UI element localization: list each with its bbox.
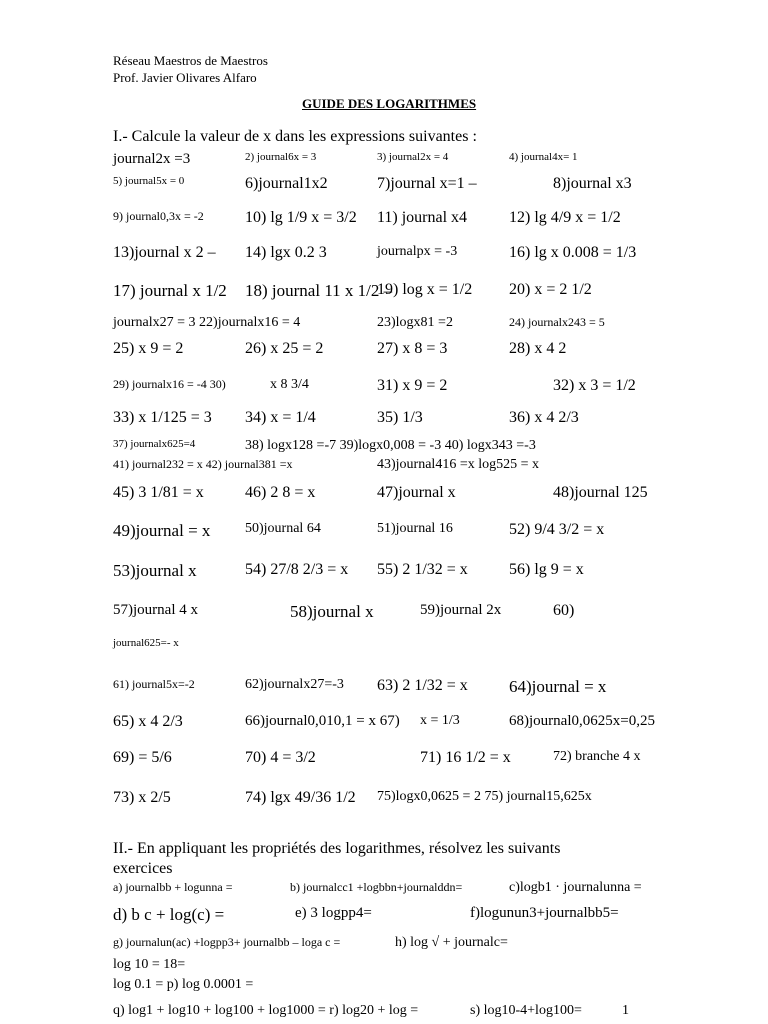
exercise-item: 41) journal232 = x 42) journal381 =x: [113, 457, 293, 471]
page-title: GUIDE DES LOGARITHMES: [302, 96, 477, 111]
exercise-item: 34) x = 1/4: [245, 409, 316, 426]
exercise-item: 18) journal 11 x 1/2 –: [245, 281, 393, 300]
exercise-item: 61) journal5x=-2: [113, 677, 195, 691]
exercise-item: 25) x 9 = 2: [113, 340, 184, 357]
exercise-item: 59)journal 2x: [420, 602, 502, 618]
exercise-item: 32) x 3 = 1/2: [553, 377, 636, 394]
exercise-item: 58)journal x: [290, 602, 374, 621]
exercise-item: x = 1/3: [420, 713, 460, 728]
exercise-item: 33) x 1/125 = 3: [113, 409, 212, 426]
exercise-item: journalx27 = 3 22)journalx16 = 4: [113, 315, 301, 330]
exercise-item: 47)journal x: [377, 484, 456, 501]
exercise-item: 75)logx0,0625 = 2 75) journal15,625x: [377, 789, 592, 804]
exercise-item: g) journalun(ac) +logpp3+ journalbb – loga c =: [113, 935, 341, 949]
exercise-item: 7)journal x=1 –: [377, 175, 477, 192]
exercise-item: q) log1 + log10 + log100 + log1000 = r) log20 + log =: [113, 1003, 419, 1018]
exercise-item: 57)journal 4 x: [113, 602, 198, 618]
exercise-item: s) log10-4+log100=: [470, 1003, 582, 1018]
exercise-item: 60): [553, 602, 575, 619]
exercise-item: 17) journal x 1/2: [113, 281, 227, 300]
exercise-item: 49)journal = x: [113, 521, 211, 540]
exercise-item: 68)journal0,0625x=0,25: [509, 713, 655, 729]
exercise-item: 71) 16 1/2 = x: [420, 749, 511, 766]
exercise-item: 64)journal = x: [509, 677, 607, 696]
exercise-item: 29) journalx16 = -4 30): [113, 377, 226, 391]
exercise-item: 37) journalx625=4: [113, 438, 196, 450]
exercise-item: 9) journal0,3x = -2: [113, 209, 204, 223]
network-name: Réseau Maestros de Maestros: [113, 53, 268, 68]
exercise-item: 48)journal 125: [553, 484, 648, 501]
exercise-item: 20) x = 2 1/2: [509, 281, 592, 298]
exercise-item: 73) x 2/5: [113, 789, 171, 806]
exercise-item: 5) journal5x = 0: [113, 175, 185, 187]
exercise-item: b) journalcc1 +logbbn+journalddn=: [290, 880, 463, 894]
section-1-heading: I.- Calcule la valeur de x dans les expressions suivantes :: [113, 128, 477, 145]
exercise-item: 43)journal416 =x log525 = x: [377, 457, 539, 472]
exercise-item: 1: [622, 1003, 629, 1018]
exercise-item: 54) 27/8 2/3 = x: [245, 561, 349, 578]
exercise-item: 19) log x = 1/2: [377, 281, 473, 298]
exercise-item: e) 3 logpp4=: [295, 905, 372, 921]
exercise-item: 74) lgx 49/36 1/2: [245, 789, 356, 806]
exercise-item: journal625=- x: [113, 637, 179, 649]
exercise-item: 10) lg 1/9 x = 3/2: [245, 209, 357, 226]
exercise-item: 50)journal 64: [245, 521, 321, 536]
exercise-item: 2) journal6x = 3: [245, 151, 317, 163]
exercise-item: journal2x =3: [113, 151, 191, 167]
exercise-item: 3) journal2x = 4: [377, 151, 449, 163]
section-2-heading-cont: exercices: [113, 860, 173, 877]
exercise-item: 6)journal1x2: [245, 175, 328, 192]
exercise-item: 26) x 25 = 2: [245, 340, 324, 357]
exercise-item: 55) 2 1/32 = x: [377, 561, 468, 578]
exercise-item: 66)journal0,010,1 = x 67): [245, 713, 400, 729]
exercise-item: 27) x 8 = 3: [377, 340, 448, 357]
exercise-item: 12) lg 4/9 x = 1/2: [509, 209, 621, 226]
exercise-item: d) b c + log(c) =: [113, 905, 225, 924]
exercise-item: 70) 4 = 3/2: [245, 749, 316, 766]
exercise-item: 31) x 9 = 2: [377, 377, 448, 394]
exercise-item: 62)journalx27=-3: [245, 677, 344, 692]
exercise-item: 14) lgx 0.2 3: [245, 244, 327, 261]
exercise-item: 65) x 4 2/3: [113, 713, 183, 730]
exercise-item: f)logunun3+journalbb5=: [470, 905, 619, 921]
exercise-item: 38) logx128 =-7 39)logx0,008 = -3 40) logx343 =-3: [245, 438, 536, 453]
exercise-item: 28) x 4 2: [509, 340, 567, 357]
exercise-item: 52) 9/4 3/2 = x: [509, 521, 605, 538]
exercise-item: 13)journal x 2 –: [113, 244, 216, 261]
exercise-item: h) log √ + journalc=: [395, 935, 508, 950]
exercise-item: 72) branche 4 x: [553, 749, 641, 764]
exercise-item: c)logb1 · journalunna =: [509, 880, 642, 895]
exercise-item: 36) x 4 2/3: [509, 409, 579, 426]
section-2-heading: II.- En appliquant les propriétés des logarithmes, résolvez les suivants: [113, 840, 561, 857]
exercise-item: 51)journal 16: [377, 521, 453, 536]
exercise-item: 16) lg x 0.008 = 1/3: [509, 244, 637, 261]
exercise-item: 45) 3 1/81 = x: [113, 484, 204, 501]
exercise-item: x 8 3/4: [270, 377, 309, 392]
exercise-item: 63) 2 1/32 = x: [377, 677, 468, 694]
exercise-item: 11) journal x4: [377, 209, 468, 226]
teacher-name: Prof. Javier Olivares Alfaro: [113, 70, 257, 85]
exercise-item: 46) 2 8 = x: [245, 484, 316, 501]
exercise-item: 69) = 5/6: [113, 749, 172, 766]
exercise-item: 24) journalx243 = 5: [509, 315, 605, 329]
exercise-item: 8)journal x3: [553, 175, 632, 192]
exercise-item: log 10 = 18=: [113, 957, 186, 972]
exercise-item: journalpx = -3: [377, 244, 458, 259]
exercise-item: 56) lg 9 = x: [509, 561, 584, 578]
exercise-item: 4) journal4x= 1: [509, 151, 578, 163]
exercise-item: a) journalbb + logunna =: [113, 880, 233, 894]
exercise-item: log 0.1 = p) log 0.0001 =: [113, 977, 254, 992]
exercise-item: 23)logx81 =2: [377, 315, 453, 330]
exercise-item: 53)journal x: [113, 561, 197, 580]
exercise-item: 35) 1/3: [377, 409, 423, 426]
